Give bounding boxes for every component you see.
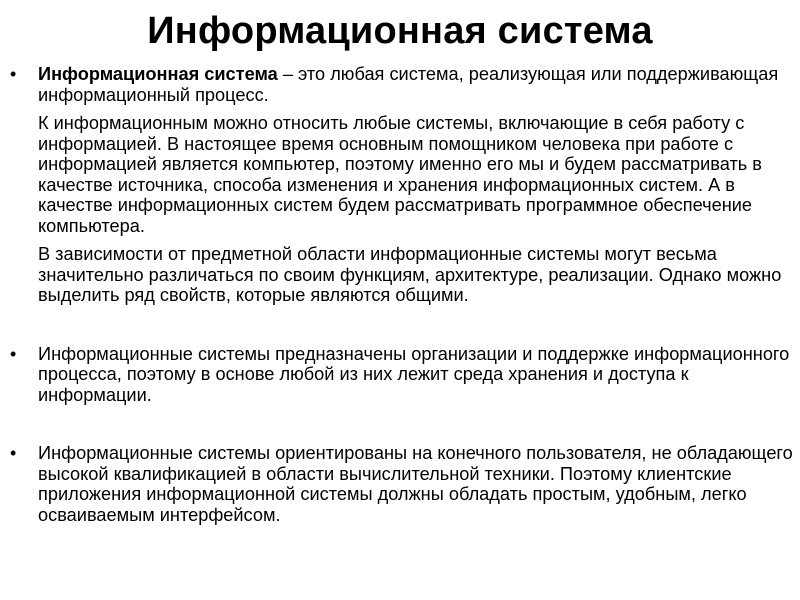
- bullet-marker: •: [10, 64, 17, 84]
- bullet-text: Информационные системы ориентированы на конечного пользователя, не обладающего высокой квалификацией в области вычислительной техники. Поэтому клиентские приложения информационной системы должны обладать простым, удобным, легко осваиваемым интерфейсом.: [38, 443, 793, 525]
- bullet-subparagraph: К информационным можно относить любые системы, включающие в себя работу с информацией. В настоящее время основным помощником человека при работе с информацией является компьютер, поэтому именно его мы и будем рассматривать в качестве источника, способа изменения и хранения информационных систем. А в качестве информационных систем будем рассматривать программное обеспечение компьютера.: [38, 113, 762, 236]
- slide-content: [8, 64, 794, 525]
- bullet-subparagraph: В зависимости от предметной области информационные системы могут весьма значительно различаться по своим функциям, архитектуре, реализации. Однако можно выделить ряд свойств, которые являются общими.: [38, 244, 782, 305]
- slide-title: Информационная система: [147, 10, 653, 52]
- bullet-item: [8, 443, 794, 525]
- bullet-marker: •: [10, 443, 17, 463]
- term-bold: Информационная система: [38, 64, 278, 84]
- term-definition: – это любая система, реализующая или поддерживающая информационный процесс.: [38, 64, 779, 105]
- bullet-item: [8, 344, 794, 406]
- bullet-item: [8, 64, 794, 306]
- bullet-text: [38, 64, 794, 105]
- bullet-marker: •: [10, 343, 17, 364]
- bullet-text: Информационные системы предназначены организации и поддержке информационного процесса, поэтому в основе любой из них лежит среда хранения и доступа к информации.: [38, 343, 790, 405]
